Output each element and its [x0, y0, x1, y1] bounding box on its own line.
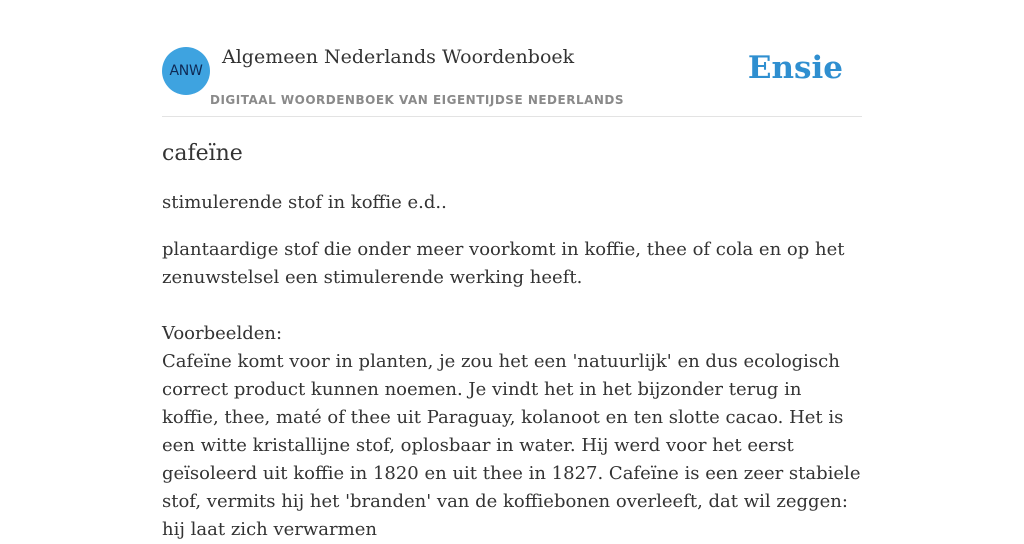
entry-content: [162, 138, 862, 544]
examples-label: Voorbeelden:: [162, 323, 283, 344]
definition-text: plantaardige stof die onder meer voorkomt in koffie, thee of cola en op het zenuwstelsel een stimulerende werking heeft.: [162, 239, 845, 288]
site-title[interactable]: Algemeen Nederlands Woordenboek: [222, 46, 575, 68]
anw-logo[interactable]: ANW: [162, 47, 210, 95]
entry-headword: cafeïne: [162, 141, 243, 166]
site-subtitle: DIGITAAL WOORDENBOEK VAN EIGENTIJDSE NEDERLANDS: [210, 93, 625, 107]
short-definition: stimulerende stof in koffie e.d..: [162, 192, 447, 213]
site-header: [162, 46, 862, 117]
example-text: Cafeïne komt voor in planten, je zou het een 'natuurlijk' en dus ecologisch correct product kunnen noemen. Je vindt het in het bijzonder terug in koffie, thee, maté of thee uit Paraguay, kolanoot en ten slotte cacao. Het is een witte kristallijne stof, oplosbaar in water. Hij werd voor het eerst geïsoleerd uit koffie in 1820 en uit thee in 1827. Cafeïne is een zeer stabiele stof, vermits hij het 'branden' van de koffiebonen overleeft, dat wil zeggen: hij laat zich verwarmen: [162, 351, 861, 540]
definition-block: [162, 236, 862, 544]
ensie-brand-logo[interactable]: Ensie: [747, 50, 843, 86]
